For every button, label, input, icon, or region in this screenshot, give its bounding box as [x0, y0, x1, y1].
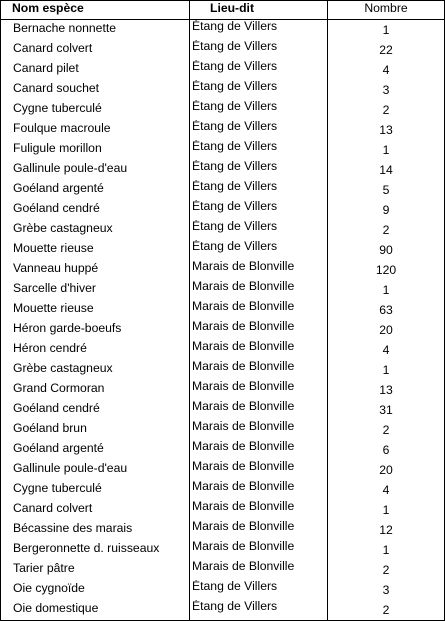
header-row [1, 1, 445, 20]
cell-count: 90 [328, 240, 445, 260]
table-row [1, 140, 445, 160]
cell-place-text: Marais de Blonville [192, 340, 295, 353]
cell-place-text: Étang de Villers [192, 220, 278, 233]
cell-place [190, 120, 328, 140]
cell-count: 5 [328, 180, 445, 200]
table-row [1, 20, 445, 41]
cell-species: Sarcelle d'hiver [1, 280, 190, 300]
cell-count: 1 [328, 280, 445, 300]
cell-place-text: Étang de Villers [192, 80, 278, 93]
cell-place [190, 100, 328, 120]
cell-count: 1 [328, 540, 445, 560]
cell-species: Tarier pâtre [1, 560, 190, 580]
cell-place-text: Marais de Blonville [192, 260, 295, 273]
cell-place [190, 40, 328, 60]
table-row [1, 520, 445, 540]
cell-place [190, 440, 328, 460]
cell-place-text: Étang de Villers [192, 240, 278, 253]
cell-place [190, 540, 328, 560]
cell-count: 9 [328, 200, 445, 220]
cell-place [190, 60, 328, 80]
cell-place-text: Étang de Villers [192, 40, 278, 53]
cell-place-text: Marais de Blonville [192, 500, 295, 513]
cell-place [190, 460, 328, 480]
cell-species: Cygne tuberculé [1, 100, 190, 120]
cell-place [190, 420, 328, 440]
cell-place-text: Marais de Blonville [192, 540, 295, 553]
cell-place-text: Étang de Villers [192, 140, 278, 153]
table-row [1, 240, 445, 260]
cell-place [190, 360, 328, 380]
table-row [1, 120, 445, 140]
table-row [1, 480, 445, 500]
cell-place [190, 180, 328, 200]
cell-place-text: Marais de Blonville [192, 480, 295, 493]
cell-place-text: Étang de Villers [192, 100, 278, 113]
cell-place [190, 580, 328, 600]
cell-species: Goéland argenté [1, 180, 190, 200]
table-row [1, 380, 445, 400]
cell-count: 20 [328, 460, 445, 480]
cell-count: 2 [328, 420, 445, 440]
table-row [1, 180, 445, 200]
table-row [1, 340, 445, 360]
table-row [1, 580, 445, 600]
cell-place [190, 560, 328, 580]
table-row [1, 260, 445, 280]
table-row [1, 160, 445, 180]
cell-place-text: Marais de Blonville [192, 440, 295, 453]
cell-count: 2 [328, 100, 445, 120]
cell-species: Mouette rieuse [1, 240, 190, 260]
cell-species: Bernache nonnette [1, 20, 190, 41]
cell-place [190, 600, 328, 621]
cell-place-text: Marais de Blonville [192, 320, 295, 333]
cell-count: 13 [328, 380, 445, 400]
cell-place [190, 400, 328, 420]
cell-place-text: Étang de Villers [192, 200, 278, 213]
cell-count: 12 [328, 520, 445, 540]
header-place: Lieu-dit [190, 1, 328, 20]
table-row [1, 100, 445, 120]
cell-place [190, 20, 328, 41]
cell-count: 120 [328, 260, 445, 280]
cell-place-text: Marais de Blonville [192, 400, 295, 413]
cell-place-text: Marais de Blonville [192, 360, 295, 373]
table-row [1, 540, 445, 560]
table-row [1, 560, 445, 580]
cell-species: Fuligule morillon [1, 140, 190, 160]
cell-count: 1 [328, 500, 445, 520]
cell-place-text: Étang de Villers [192, 180, 278, 193]
header-species: Nom espèce [1, 1, 190, 20]
cell-place [190, 80, 328, 100]
cell-place-text: Marais de Blonville [192, 380, 295, 393]
cell-species: Goéland cendré [1, 200, 190, 220]
cell-species: Goéland brun [1, 420, 190, 440]
cell-place-text: Étang de Villers [192, 160, 278, 173]
cell-species: Grand Cormoran [1, 380, 190, 400]
cell-species: Oie domestique [1, 600, 190, 621]
cell-count: 1 [328, 20, 445, 41]
cell-count: 3 [328, 580, 445, 600]
cell-species: Mouette rieuse [1, 300, 190, 320]
cell-place-text: Étang de Villers [192, 580, 278, 593]
cell-place-text: Marais de Blonville [192, 420, 295, 433]
table-row [1, 360, 445, 380]
cell-place [190, 500, 328, 520]
table-row [1, 460, 445, 480]
cell-place [190, 380, 328, 400]
cell-species: Héron cendré [1, 340, 190, 360]
cell-species: Cygne tuberculé [1, 480, 190, 500]
cell-count: 6 [328, 440, 445, 460]
cell-place-text: Étang de Villers [192, 19, 278, 33]
cell-place-text: Étang de Villers [192, 120, 278, 133]
cell-place [190, 480, 328, 500]
cell-place [190, 520, 328, 540]
cell-species: Bergeronnette d. ruisseaux [1, 540, 190, 560]
cell-place [190, 200, 328, 220]
cell-place-text: Étang de Villers [192, 60, 278, 73]
cell-count: 1 [328, 140, 445, 160]
table-row [1, 80, 445, 100]
cell-place-text: Marais de Blonville [192, 560, 295, 573]
cell-species: Canard pilet [1, 60, 190, 80]
cell-species: Gallinule poule-d'eau [1, 160, 190, 180]
cell-species: Vanneau huppé [1, 260, 190, 280]
cell-count: 2 [328, 560, 445, 580]
cell-count: 2 [328, 600, 445, 621]
table-row [1, 300, 445, 320]
cell-species: Goéland cendré [1, 400, 190, 420]
cell-species: Héron garde-boeufs [1, 320, 190, 340]
cell-count: 2 [328, 220, 445, 240]
table-row [1, 40, 445, 60]
cell-count: 22 [328, 40, 445, 60]
cell-count: 1 [328, 360, 445, 380]
cell-count: 13 [328, 120, 445, 140]
cell-count: 4 [328, 340, 445, 360]
cell-place [190, 240, 328, 260]
header-count: Nombre [328, 1, 445, 20]
cell-species: Goéland argenté [1, 440, 190, 460]
table-row [1, 500, 445, 520]
cell-species: Gallinule poule-d'eau [1, 460, 190, 480]
cell-count: 3 [328, 80, 445, 100]
cell-count: 63 [328, 300, 445, 320]
cell-place [190, 160, 328, 180]
cell-species: Canard colvert [1, 500, 190, 520]
table-row [1, 320, 445, 340]
table-row [1, 400, 445, 420]
cell-count: 4 [328, 480, 445, 500]
cell-place-text: Marais de Blonville [192, 460, 295, 473]
cell-species: Grèbe castagneux [1, 360, 190, 380]
cell-place [190, 340, 328, 360]
cell-species: Canard souchet [1, 80, 190, 100]
table-row [1, 600, 445, 621]
cell-place [190, 260, 328, 280]
cell-place [190, 300, 328, 320]
table-row [1, 420, 445, 440]
cell-species: Grèbe castagneux [1, 220, 190, 240]
cell-place [190, 220, 328, 240]
cell-count: 20 [328, 320, 445, 340]
cell-count: 14 [328, 160, 445, 180]
cell-place-text: Étang de Villers [192, 600, 278, 613]
table-row [1, 60, 445, 80]
cell-place [190, 140, 328, 160]
cell-place [190, 280, 328, 300]
cell-place [190, 320, 328, 340]
cell-place-text: Marais de Blonville [192, 280, 295, 293]
cell-place-text: Marais de Blonville [192, 300, 295, 313]
cell-species: Canard colvert [1, 40, 190, 60]
cell-place-text: Marais de Blonville [192, 520, 295, 533]
table-row [1, 220, 445, 240]
cell-species: Bécassine des marais [1, 520, 190, 540]
table-row [1, 280, 445, 300]
cell-species: Oie cygnoïde [1, 580, 190, 600]
cell-species: Foulque macroule [1, 120, 190, 140]
table-row [1, 200, 445, 220]
table-row [1, 440, 445, 460]
cell-count: 31 [328, 400, 445, 420]
cell-count: 4 [328, 60, 445, 80]
